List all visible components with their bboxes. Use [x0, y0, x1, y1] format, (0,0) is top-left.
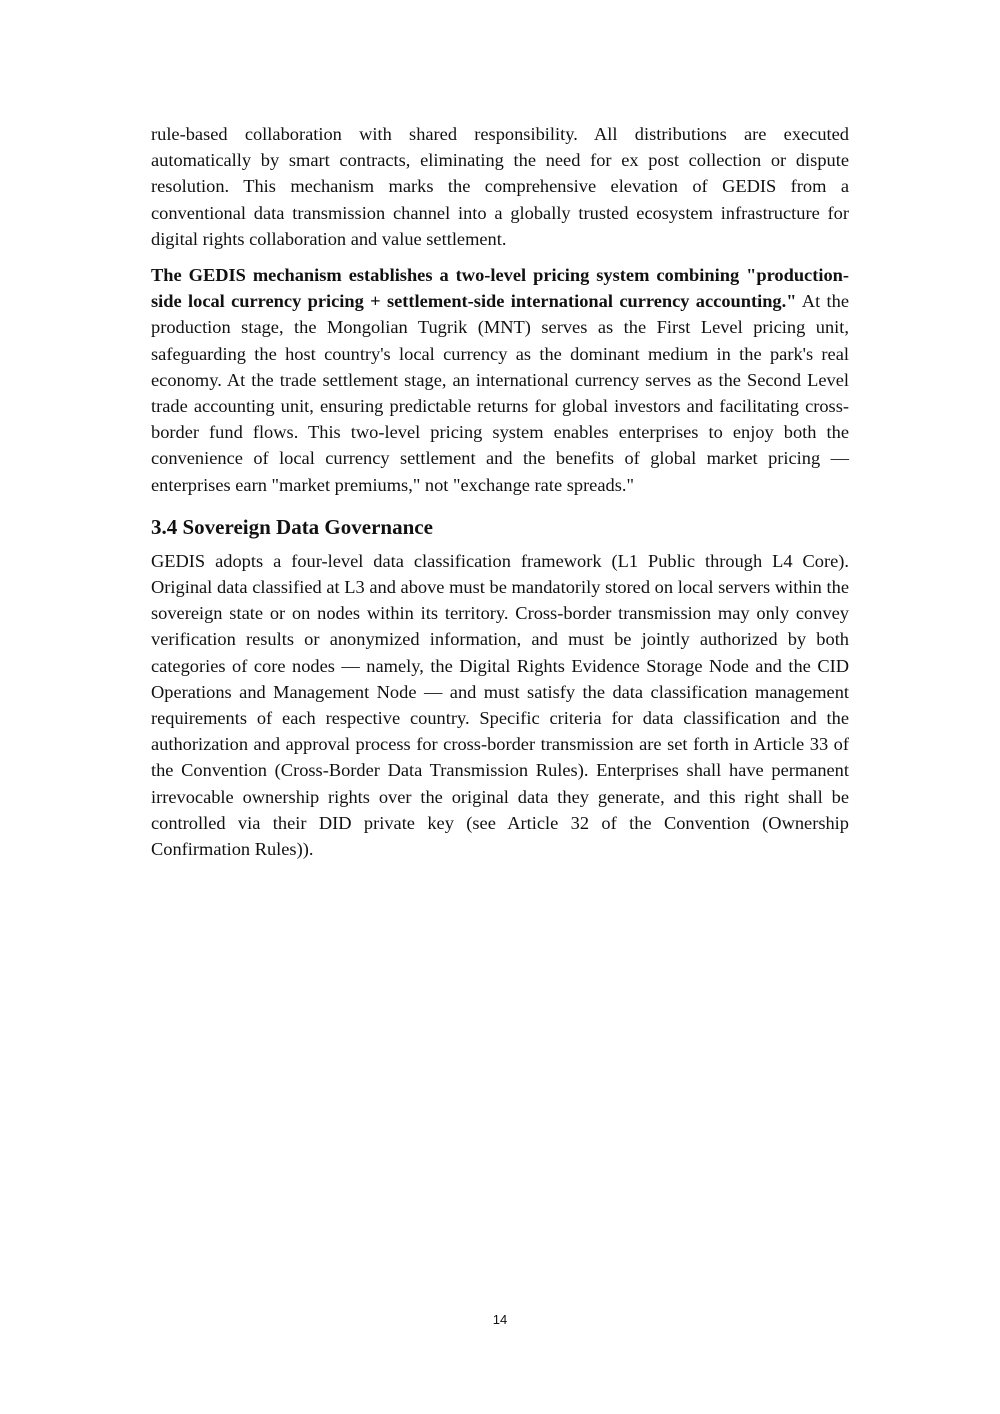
- paragraph-text: GEDIS adopts a four-level data classification framework (L1 Public through L4 Core). Original data classified at L3 and above must be mandatorily stored on local servers within the sovereign state or on nodes within its territory. Cross-border transmission may only convey verification results or anonymized information, and must be jointly authorized by both categories of core nodes — namely, the Digital Rights Evidence Storage Node and the CID Operations and Management Node — and must satisfy the data classification management requirements of each respective country. Specific criteria for data classification and the authorization and approval process for cross-border transmission are set forth in Article 33 of the Convention (Cross-Border Data Transmission Rules). Enterprises shall have permanent irrevocable ownership rights over the original data they generate, and this right shall be controlled via their DID private key (see Article 32 of the Convention (Ownership Confirmation Rules)).: [151, 550, 849, 860]
- paragraph-bold-lead: The GEDIS mechanism establishes a two-level pricing system combining "production-side local currency pricing + settlement-side international currency accounting.": [151, 265, 849, 312]
- paragraph-sovereign-data-governance: [151, 548, 849, 862]
- section-heading: 3.4 Sovereign Data Governance: [151, 514, 433, 539]
- paragraph-smart-contract-distribution: [151, 121, 849, 252]
- page-body: [151, 121, 849, 862]
- paragraph-text: At the production stage, the Mongolian Tugrik (MNT) serves as the First Level pricing unit, safeguarding the host country's local currency as the dominant medium in the park's real economy. At the trade settlement stage, an international currency serves as the Second Level trade accounting unit, ensuring predictable returns for global investors and facilitating cross-border fund flows. This two-level pricing system enables enterprises to enjoy both the convenience of local currency settlement and the benefits of global market pricing — enterprises earn "market premiums," not "exchange rate spreads.": [151, 291, 849, 495]
- paragraph-text: rule-based collaboration with shared responsibility. All distributions are executed automatically by smart contracts, eliminating the need for ex post collection or dispute resolution. This mechanism marks the comprehensive elevation of GEDIS from a conventional data transmission channel into a globally trusted ecosystem infrastructure for digital rights collaboration and value settlement.: [151, 124, 849, 249]
- paragraph-two-level-pricing: [151, 262, 849, 498]
- page-number: 14: [492, 1312, 508, 1327]
